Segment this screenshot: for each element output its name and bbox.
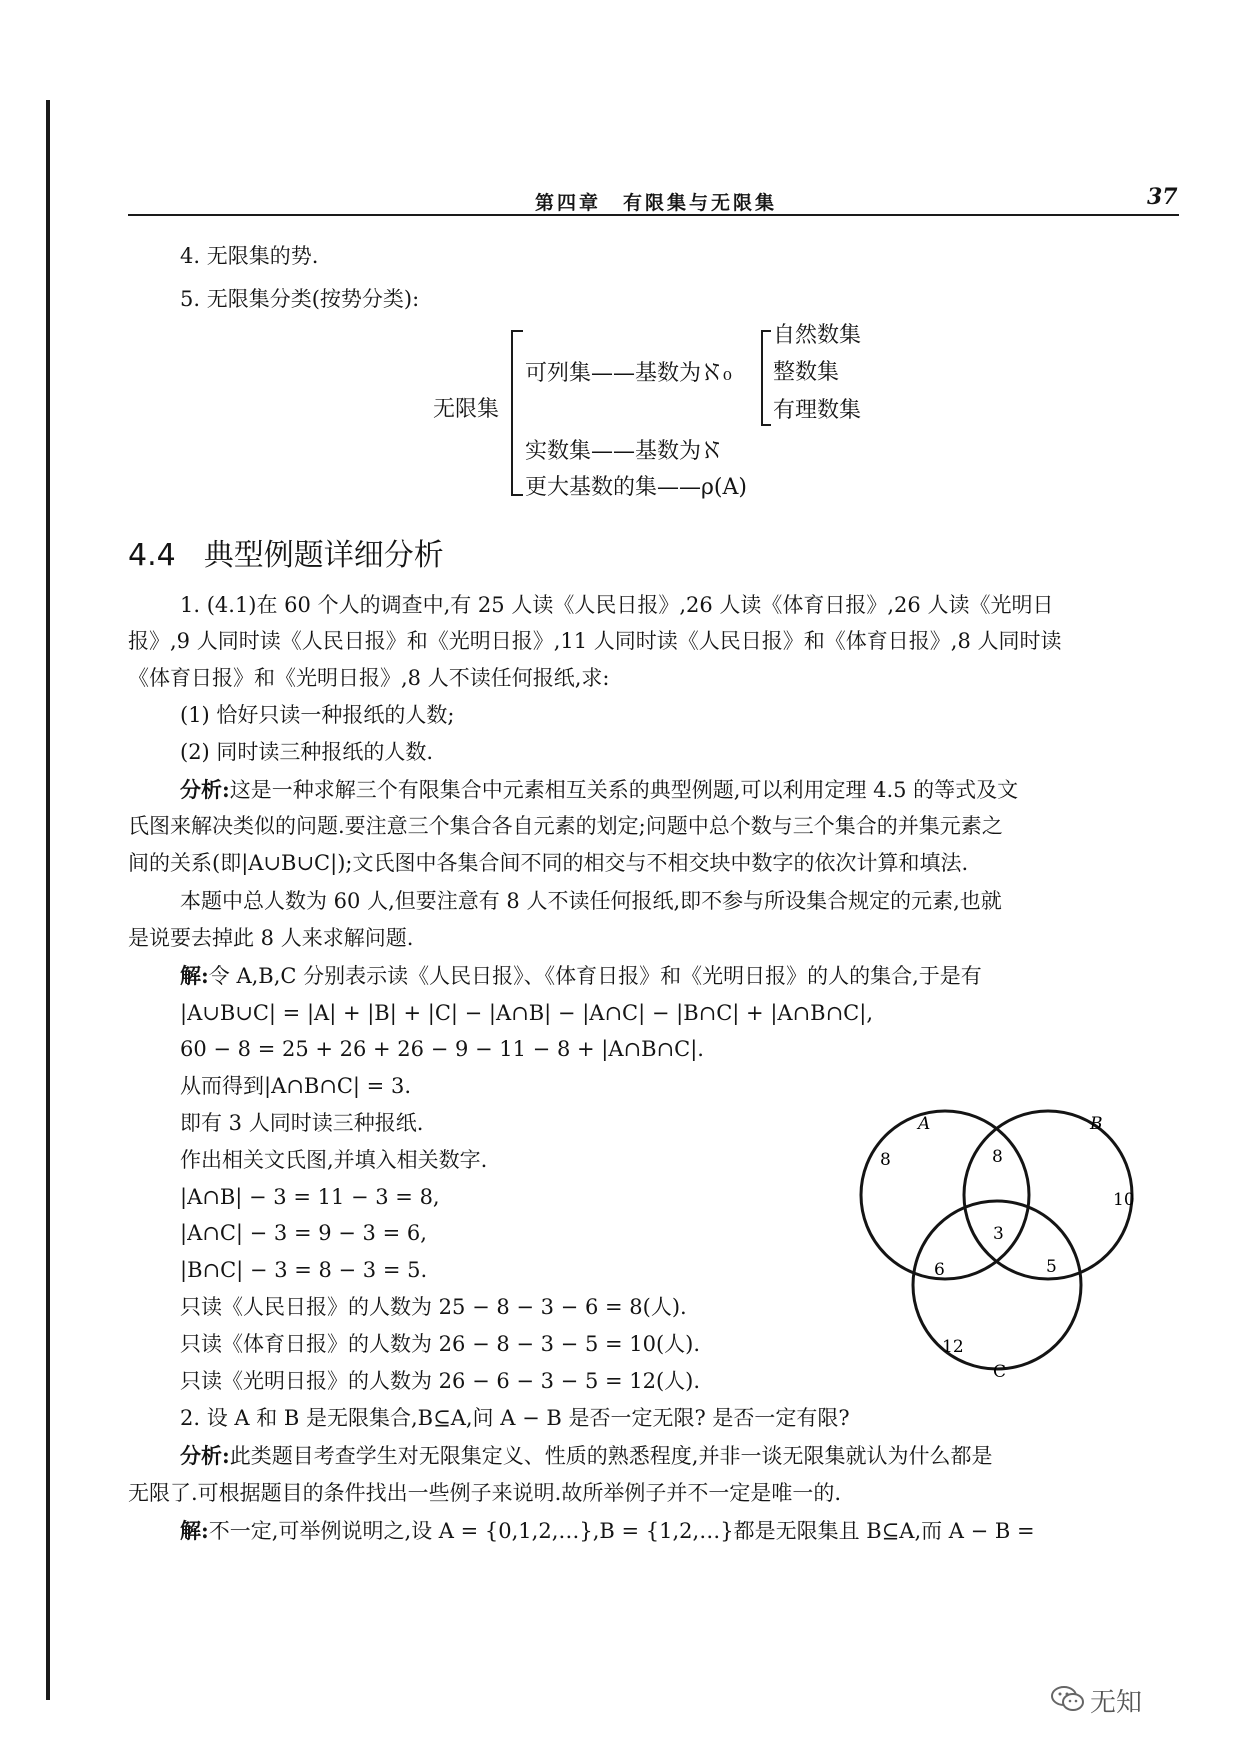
analysis1-line4: 本题中总人数为 60 人,但要注意有 8 人不读任何报纸,即不参与所设集合规定的元素,也就 — [180, 889, 1002, 913]
venn-only-b: 10 — [1113, 1190, 1135, 1210]
analysis-label: 分析: — [180, 1443, 230, 1468]
calc-ac: |A∩C| − 3 = 9 − 3 = 6, — [180, 1221, 427, 1245]
tree-real: 实数集——基数为ℵ — [525, 439, 724, 464]
result-intersection: 从而得到|A∩B∩C| = 3. — [180, 1074, 411, 1098]
venn-circle-a — [861, 1111, 1029, 1279]
header-rule — [128, 214, 1179, 216]
tree-root: 无限集 — [433, 397, 500, 422]
venn-b-and-c: 5 — [1046, 1257, 1057, 1277]
tree-countable: 可列集——基数为ℵ₀ — [525, 361, 732, 386]
problem1-question2: (2) 同时读三种报纸的人数. — [180, 740, 434, 764]
calc-only-c: 只读《光明日报》的人数为 26 − 6 − 3 − 5 = 12(人). — [180, 1369, 701, 1393]
venn-a-and-c: 6 — [934, 1260, 945, 1280]
scan-edge-line — [46, 100, 50, 1700]
solution-label: 解: — [180, 1518, 209, 1543]
analysis1-line2: 氏图来解决类似的问题.要注意三个集合各自元素的划定;问题中总个数与三个集合的并集元素之 — [128, 814, 1003, 838]
venn-circle-b — [964, 1111, 1132, 1279]
analysis2-line2: 无限了.可根据题目的条件找出一些例子来说明.故所举例子并不一定是唯一的. — [128, 1481, 842, 1505]
venn-only-c: 12 — [942, 1337, 964, 1357]
analysis-label: 分析: — [180, 777, 230, 802]
venn-label-a: A — [918, 1114, 931, 1134]
problem1-line3: 《体育日报》和《光明日报》,8 人不读任何报纸,求: — [128, 666, 610, 690]
analysis1-line5: 是说要去掉此 8 人来求解问题. — [128, 926, 414, 950]
problem2-line: 2. 设 A 和 B 是无限集合,B⊆A,问 A − B 是否一定无限? 是否一定有限? — [180, 1406, 850, 1430]
section-heading — [128, 530, 444, 574]
venn-only-a: 8 — [880, 1150, 891, 1170]
analysis2-line1: 分析:此类题目考查学生对无限集定义、性质的熟悉程度,并非一谈无限集就认为什么都是 — [180, 1443, 993, 1468]
list-item-classification: 5. 无限集分类(按势分类): — [180, 287, 420, 311]
watermark-text: 无知 — [1090, 1688, 1143, 1718]
solution2-line1: 解:不一定,可举例说明之,设 A = {0,1,2,…},B = {1,2,…}都是无限集且 B⊆A,而 A − B = — [180, 1518, 1035, 1543]
calc-bc: |B∩C| − 3 = 8 − 3 = 5. — [180, 1258, 428, 1282]
tree-example-integer: 整数集 — [773, 360, 840, 385]
venn-label-b: B — [1090, 1114, 1103, 1134]
section-title: 典型例题详细分析 — [203, 538, 444, 573]
venn-diagram — [850, 1105, 1160, 1395]
tree-brace-countable — [761, 330, 771, 426]
problem1-line2: 报》,9 人同时读《人民日报》和《光明日报》,11 人同时读《人民日报》和《体育日报》,8 人同时读 — [128, 629, 1062, 653]
calc-only-b: 只读《体育日报》的人数为 26 − 8 − 3 − 5 = 10(人). — [180, 1332, 701, 1356]
venn-instruction: 作出相关文氏图,并填入相关数字. — [180, 1148, 488, 1172]
problem1-line1: 1. (4.1)在 60 个人的调查中,有 25 人读《人民日报》,26 人读《体育日报》,26 人读《光明日 — [180, 593, 1054, 617]
solution-label: 解: — [180, 963, 209, 988]
running-header: 第四章 有限集与无限集 — [535, 192, 778, 214]
calc-only-a: 只读《人民日报》的人数为 25 − 8 − 3 − 6 = 8(人). — [180, 1295, 687, 1319]
venn-a-and-b: 8 — [992, 1147, 1003, 1167]
page-number: 37 — [1147, 184, 1178, 210]
formula-substitution: 60 − 8 = 25 + 26 + 26 − 9 − 11 − 8 + |A∩B∩C|. — [180, 1037, 704, 1061]
tree-brace-main — [511, 330, 523, 496]
result-three-papers: 即有 3 人同时读三种报纸. — [180, 1111, 424, 1135]
calc-ab: |A∩B| − 3 = 11 − 3 = 8, — [180, 1185, 440, 1209]
venn-label-c: C — [993, 1362, 1007, 1382]
analysis1-line3: 间的关系(即|A∪B∪C|);文氏图中各集合间不同的相交与不相交块中数字的依次计算和填法. — [128, 851, 969, 875]
section-number: 4.4 — [128, 538, 176, 573]
tree-example-rational: 有理数集 — [773, 398, 862, 423]
tree-example-natural: 自然数集 — [773, 323, 862, 348]
analysis1-line1: 分析:这是一种求解三个有限集合中元素相互关系的典型例题,可以利用定理 4.5 的等式及文 — [180, 777, 1019, 802]
problem1-question1: (1) 恰好只读一种报纸的人数; — [180, 703, 455, 727]
venn-all-three: 3 — [993, 1224, 1004, 1244]
formula-union: |A∪B∪C| = |A| + |B| + |C| − |A∩B| − |A∩C| − |B∩C| + |A∩B∩C|, — [180, 1001, 873, 1025]
tree-larger: 更大基数的集——ρ(A) — [525, 475, 747, 500]
list-item-cardinality: 4. 无限集的势. — [180, 244, 319, 268]
wechat-icon — [1050, 1684, 1086, 1714]
solution1-line1: 解:令 A,B,C 分别表示读《人民日报》、《体育日报》和《光明日报》的人的集合,于是有 — [180, 963, 982, 988]
